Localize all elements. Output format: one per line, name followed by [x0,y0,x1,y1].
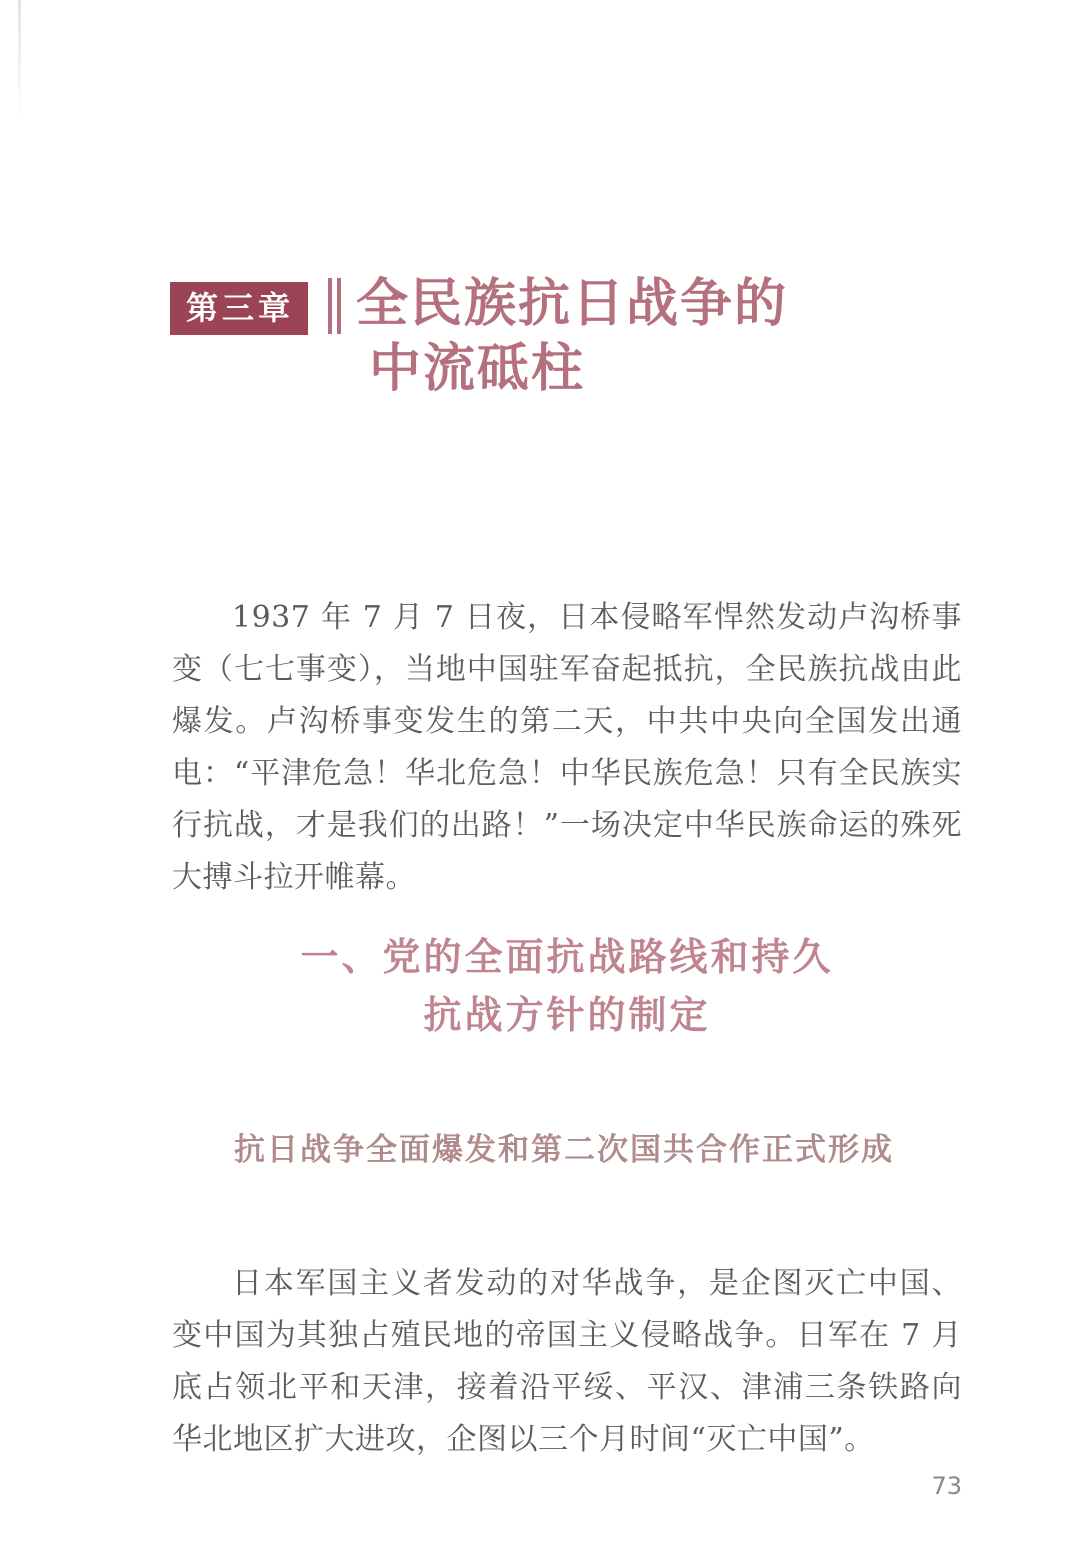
page-number: 73 [931,1472,962,1500]
sub-heading: 抗日战争全面爆发和第二次国共合作正式形成 [234,1132,894,1168]
chapter-title-line [170,272,960,402]
double-bar-divider-icon [328,278,340,334]
chapter-number-badge: 第三章 [170,282,308,335]
section-heading [172,928,962,1044]
page-edge-artifact [18,0,21,120]
intro-paragraph: 1937 年 7 月 7 日夜，日本侵略军悍然发动卢沟桥事变（七七事变），当地中国驻军奋起抵抗，全民族抗战由此爆发。卢沟桥事变发生的第二天，中共中央向全国发出通电：“平津危急！华北危急！中华民族危急！只有全民族实行抗战，才是我们的出路！”一场决定中华民族命运的殊死大搏斗拉开帷幕。 [172,600,962,895]
chapter-title [356,272,788,402]
section-heading-line-1: 一、党的全面抗战路线和持久 [300,935,834,979]
chapter-header [170,272,960,402]
section-heading-line-2: 抗战方针的制定 [423,993,711,1037]
body-paragraph: 日本军国主义者发动的对华战争，是企图灭亡中国、变中国为其独占殖民地的帝国主义侵略战争。日军在 7 月底占领北平和天津，接着沿平绥、平汉、津浦三条铁路向华北地区扩大进攻，企图以三个月时间“灭亡中国”。 [172,1266,962,1457]
chapter-title-line-1: 全民族抗日战争的 [356,274,789,334]
chapter-title-line-2: 中流砥柱 [369,339,586,399]
